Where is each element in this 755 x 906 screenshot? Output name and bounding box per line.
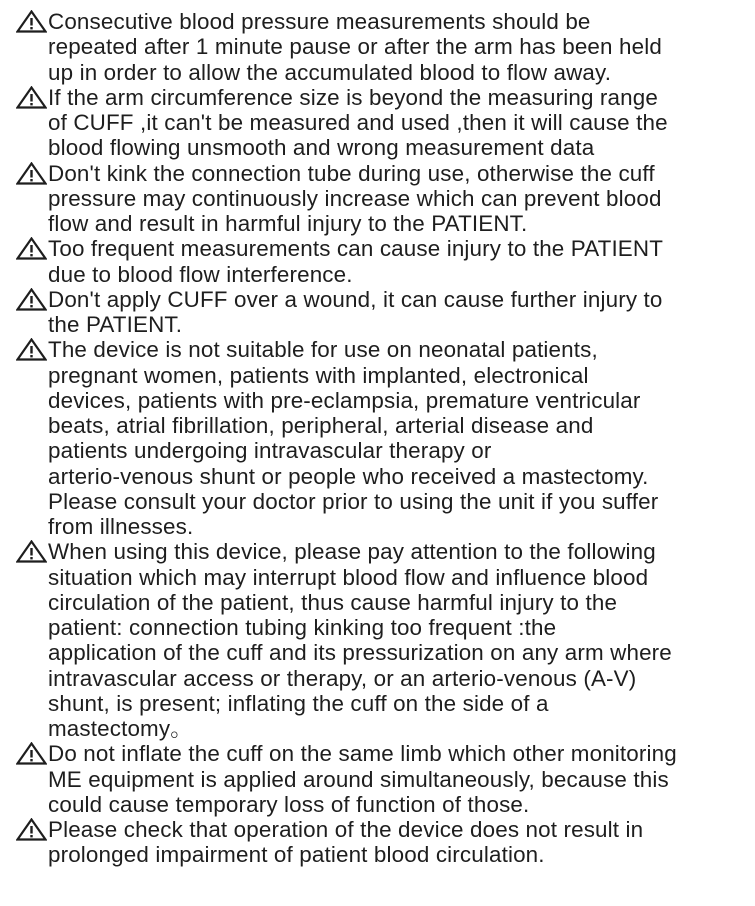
warning-text-line: Please consult your doctor prior to using the unit if you suffer [48,488,659,514]
warning-triangle-icon [16,540,47,563]
warning-text-line: intravascular access or therapy, or an arterio-venous (A-V) [48,665,637,691]
warning-text-line: Don't apply CUFF over a wound, it can cause further injury to [48,286,663,312]
warning-text-line: pressure may continuously increase which can prevent blood [48,185,662,211]
warning-text-line: situation which may interrupt blood flow and influence blood [48,564,649,590]
warning-triangle-icon [16,288,47,311]
warning-text-line: circulation of the patient, thus cause harmful injury to the [48,589,618,615]
warning-text-line: up in order to allow the accumulated blood to flow away. [48,59,612,85]
warning-item-4 [0,236,755,287]
warning-triangle-icon [16,818,47,841]
warning-triangle-icon [16,237,47,260]
warning-text-line: ME equipment is applied around simultaneously, because this [48,766,669,792]
warning-text-line: When using this device, please pay attention to the following [48,539,656,565]
warning-text-line: blood flowing unsmooth and wrong measurement data [48,135,595,161]
warning-text-line: prolonged impairment of patient blood circulation. [48,842,545,868]
warning-text-line: patient: connection tubing kinking too frequent :the [48,615,557,640]
warning-item-9 [0,817,755,868]
warning-text-line: patients undergoing intravascular therapy or [48,438,492,464]
warning-text-line: of CUFF ,it can't be measured and used ,then it will cause the [48,110,668,135]
warning-text-line: Consecutive blood pressure measurements should be [48,9,591,34]
warning-triangle-icon [16,10,47,33]
warning-item-1 [0,9,755,85]
warning-triangle-icon [16,742,47,765]
warning-triangle-icon [16,162,47,185]
warning-text-line: due to blood flow interference. [48,261,353,287]
warning-text-line: Don't kink the connection tube during use, otherwise the cuff [48,160,655,186]
warning-text-line: beats, atrial fibrillation, peripheral, arterial disease and [48,413,594,438]
warning-text-line: Please check that operation of the device does not result in [48,817,644,842]
warning-text-line: Too frequent measurements can cause injury to the PATIENT [48,236,664,262]
warning-triangle-icon [16,338,47,361]
warning-item-8 [0,741,755,817]
warning-text-line: flow and result in harmful injury to the PATIENT. [48,211,528,236]
warning-triangle-icon [16,86,47,109]
warning-text-line: The device is not suitable for use on neonatal patients, [48,337,598,363]
warning-text-line: the PATIENT. [48,312,183,337]
warning-item-7 [0,539,755,741]
warning-text-line: shunt, is present; inflating the cuff on the side of a [48,690,549,716]
warning-text-line: from illnesses. [48,514,194,539]
warning-item-2 [0,85,755,161]
warning-text-line: pregnant women, patients with implanted, electronical [48,362,589,388]
warning-text-line: If the arm circumference size is beyond the measuring range [48,84,658,110]
warning-item-5 [0,287,755,338]
warning-text-line: could cause temporary loss of function of those. [48,791,530,817]
warning-item-3 [0,161,755,237]
warning-text-line: repeated after 1 minute pause or after the arm has been held [48,34,662,60]
warning-item-6 [0,337,755,539]
warning-text-line: arterio-venous shunt or people who received a mastectomy. [48,463,649,489]
warning-text-line: mastectomy。 [48,716,193,741]
warning-text-line: devices, patients with pre-eclampsia, premature ventricular [48,387,641,413]
warning-text-line: Do not inflate the cuff on the same limb which other monitoring [48,741,677,767]
warning-text-line: application of the cuff and its pressurization on any arm where [48,640,672,666]
